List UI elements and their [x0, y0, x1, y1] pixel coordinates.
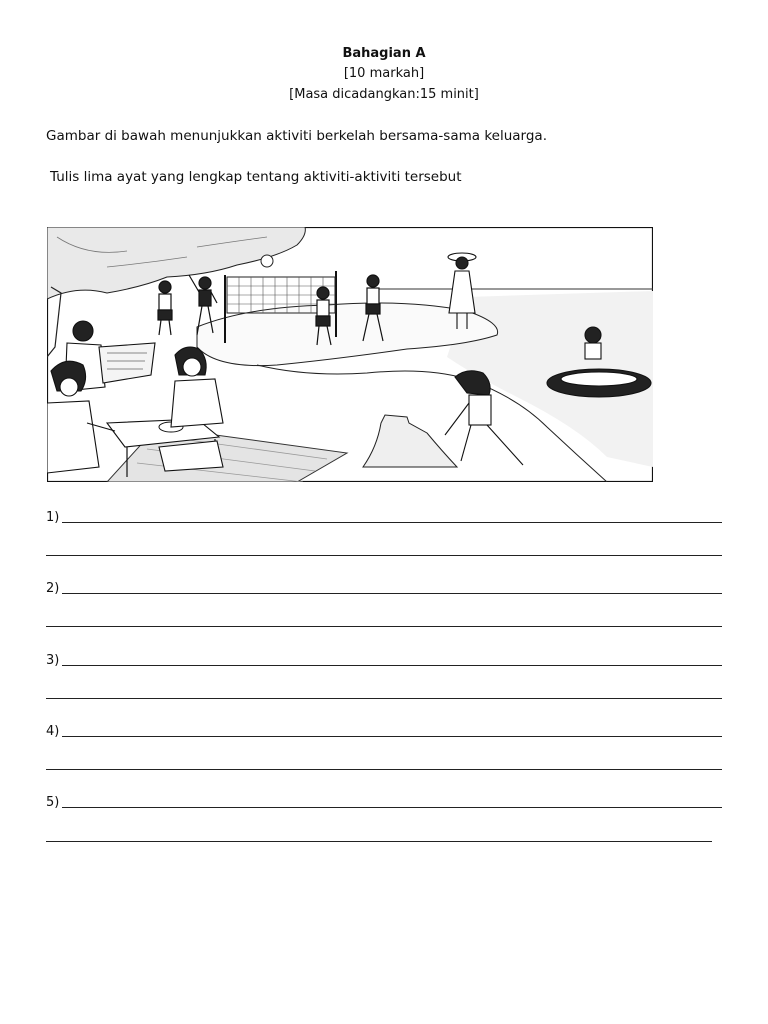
answer-line-3[interactable] [46, 649, 722, 669]
continuation-line-5[interactable] [46, 841, 712, 842]
answer-line-1[interactable] [46, 506, 722, 526]
picture-description: Gambar di bawah menunjukkan aktiviti berkelah bersama-sama keluarga. [46, 128, 547, 144]
answer-number: 1) [46, 510, 60, 525]
marks-label: [10 markah] [343, 66, 425, 81]
section-title: Bahagian A [342, 46, 426, 61]
answer-line-4[interactable] [46, 720, 722, 740]
continuation-line-3[interactable] [46, 698, 722, 699]
continuation-line-2[interactable] [46, 626, 722, 627]
answer-line-2[interactable] [46, 577, 722, 597]
writing-line [62, 736, 722, 737]
continuation-line-1[interactable] [46, 555, 722, 556]
task-instruction: Tulis lima ayat yang lengkap tentang aktiviti-aktiviti tersebut [50, 169, 462, 185]
answer-number: 2) [46, 581, 60, 596]
writing-line [62, 522, 722, 523]
answer-number: 3) [46, 653, 60, 668]
answer-number: 4) [46, 724, 60, 739]
writing-line [62, 665, 722, 666]
continuation-line-4[interactable] [46, 769, 722, 770]
answer-number: 5) [46, 795, 60, 810]
beach-picnic-illustration [47, 227, 653, 482]
suggested-time-label: [Masa dicadangkan:15 minit] [289, 87, 479, 102]
writing-line [62, 807, 722, 808]
answer-line-5[interactable] [46, 791, 722, 811]
writing-line [62, 593, 722, 594]
